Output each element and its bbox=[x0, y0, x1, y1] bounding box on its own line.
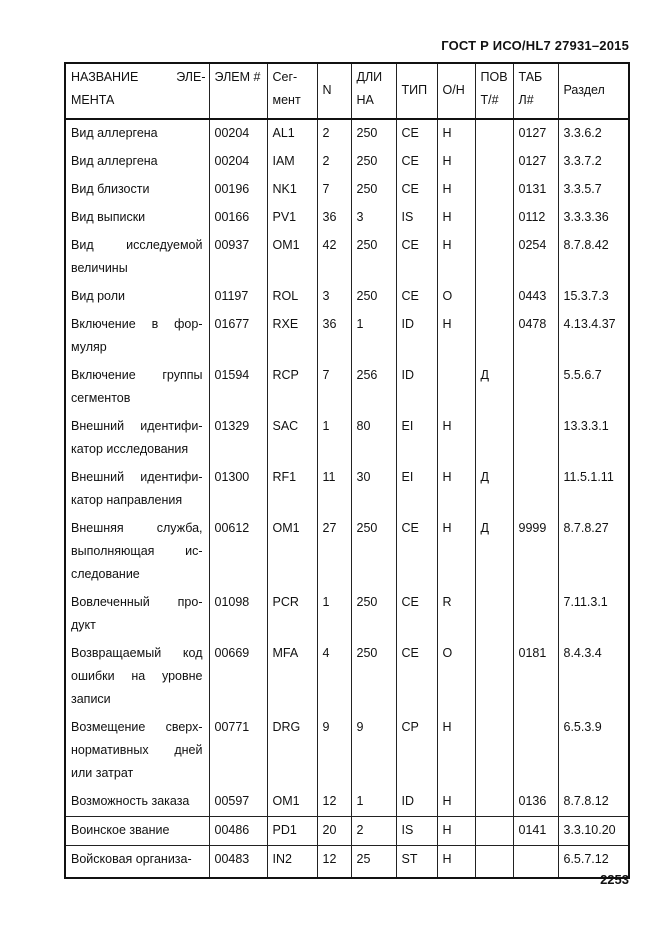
cell-name: Воинское звание bbox=[65, 817, 209, 846]
cell-name: Вид исследуемой величины bbox=[65, 232, 209, 283]
cell-opt: Н bbox=[437, 148, 475, 176]
cell-length: 9 bbox=[351, 714, 396, 788]
cell-segment: RF1 bbox=[267, 464, 317, 515]
cell-opt: R bbox=[437, 589, 475, 640]
cell-type: CE bbox=[396, 232, 437, 283]
col-header-n: N bbox=[317, 63, 351, 119]
table-row bbox=[65, 817, 629, 846]
cell-tab: 0127 bbox=[513, 119, 558, 148]
cell-elem: 00204 bbox=[209, 119, 267, 148]
cell-rep: Д bbox=[475, 464, 513, 515]
cell-section: 6.5.3.9 bbox=[558, 714, 629, 788]
cell-rep bbox=[475, 817, 513, 846]
cell-elem: 00204 bbox=[209, 148, 267, 176]
cell-segment: OM1 bbox=[267, 788, 317, 817]
cell-length: 1 bbox=[351, 788, 396, 817]
cell-name: Вид выписки bbox=[65, 204, 209, 232]
cell-section: 3.3.7.2 bbox=[558, 148, 629, 176]
cell-length: 80 bbox=[351, 413, 396, 464]
cell-n: 27 bbox=[317, 515, 351, 589]
cell-n: 1 bbox=[317, 589, 351, 640]
cell-elem: 00483 bbox=[209, 846, 267, 879]
cell-section: 13.3.3.1 bbox=[558, 413, 629, 464]
cell-section: 3.3.10.20 bbox=[558, 817, 629, 846]
cell-opt: Н bbox=[437, 311, 475, 362]
cell-n: 2 bbox=[317, 148, 351, 176]
cell-segment: OM1 bbox=[267, 232, 317, 283]
cell-n: 4 bbox=[317, 640, 351, 714]
cell-name: Возможность заказа bbox=[65, 788, 209, 817]
cell-segment: PV1 bbox=[267, 204, 317, 232]
cell-opt: Н bbox=[437, 204, 475, 232]
cell-length: 250 bbox=[351, 176, 396, 204]
table-row bbox=[65, 846, 629, 879]
cell-rep bbox=[475, 640, 513, 714]
cell-n: 36 bbox=[317, 311, 351, 362]
cell-length: 1 bbox=[351, 311, 396, 362]
cell-segment: IAM bbox=[267, 148, 317, 176]
cell-type: CE bbox=[396, 176, 437, 204]
cell-n: 12 bbox=[317, 788, 351, 817]
cell-name: Внешний идентифи-катор исследования bbox=[65, 413, 209, 464]
cell-section: 3.3.3.36 bbox=[558, 204, 629, 232]
cell-length: 250 bbox=[351, 640, 396, 714]
cell-n: 36 bbox=[317, 204, 351, 232]
cell-elem: 00612 bbox=[209, 515, 267, 589]
table-row bbox=[65, 640, 629, 714]
cell-segment: NK1 bbox=[267, 176, 317, 204]
cell-name: Вид близости bbox=[65, 176, 209, 204]
cell-opt bbox=[437, 362, 475, 413]
cell-rep bbox=[475, 846, 513, 879]
cell-opt: Н bbox=[437, 515, 475, 589]
cell-tab bbox=[513, 413, 558, 464]
cell-elem: 01300 bbox=[209, 464, 267, 515]
cell-section: 8.4.3.4 bbox=[558, 640, 629, 714]
cell-opt: Н bbox=[437, 714, 475, 788]
cell-tab: 0181 bbox=[513, 640, 558, 714]
cell-rep bbox=[475, 119, 513, 148]
col-header-tab: ТАБ Л# bbox=[513, 63, 558, 119]
cell-type: EI bbox=[396, 464, 437, 515]
cell-rep bbox=[475, 176, 513, 204]
cell-rep bbox=[475, 283, 513, 311]
cell-tab bbox=[513, 846, 558, 879]
cell-length: 2 bbox=[351, 817, 396, 846]
cell-name: Вовлеченный про-дукт bbox=[65, 589, 209, 640]
cell-n: 42 bbox=[317, 232, 351, 283]
cell-name: Включение в фор-муляр bbox=[65, 311, 209, 362]
cell-length: 250 bbox=[351, 589, 396, 640]
cell-type: IS bbox=[396, 817, 437, 846]
cell-type: CP bbox=[396, 714, 437, 788]
cell-rep bbox=[475, 788, 513, 817]
table-row bbox=[65, 714, 629, 788]
col-header-name: НАЗВАНИЕ ЭЛЕ-МЕНТА bbox=[65, 63, 209, 119]
cell-tab: 0136 bbox=[513, 788, 558, 817]
cell-opt: О bbox=[437, 640, 475, 714]
cell-tab: 0141 bbox=[513, 817, 558, 846]
cell-elem: 01197 bbox=[209, 283, 267, 311]
cell-type: CE bbox=[396, 515, 437, 589]
cell-type: ID bbox=[396, 788, 437, 817]
cell-length: 25 bbox=[351, 846, 396, 879]
cell-segment: OM1 bbox=[267, 515, 317, 589]
cell-length: 250 bbox=[351, 232, 396, 283]
page-number: 2253 bbox=[600, 872, 629, 887]
cell-type: CE bbox=[396, 283, 437, 311]
cell-name: Войсковая организа- bbox=[65, 846, 209, 879]
table-body bbox=[65, 119, 629, 878]
cell-section: 4.13.4.37 bbox=[558, 311, 629, 362]
cell-opt: О bbox=[437, 283, 475, 311]
cell-section: 3.3.5.7 bbox=[558, 176, 629, 204]
cell-type: ST bbox=[396, 846, 437, 879]
table-row bbox=[65, 515, 629, 589]
table-row bbox=[65, 148, 629, 176]
cell-section: 8.7.8.27 bbox=[558, 515, 629, 589]
cell-elem: 01594 bbox=[209, 362, 267, 413]
cell-rep bbox=[475, 589, 513, 640]
cell-section: 5.5.6.7 bbox=[558, 362, 629, 413]
cell-section: 3.3.6.2 bbox=[558, 119, 629, 148]
cell-opt: Н bbox=[437, 119, 475, 148]
cell-tab bbox=[513, 589, 558, 640]
cell-rep bbox=[475, 714, 513, 788]
col-header-opt: О/Н bbox=[437, 63, 475, 119]
cell-section: 6.5.7.12 bbox=[558, 846, 629, 879]
cell-segment: AL1 bbox=[267, 119, 317, 148]
cell-rep bbox=[475, 311, 513, 362]
cell-n: 3 bbox=[317, 283, 351, 311]
cell-elem: 01677 bbox=[209, 311, 267, 362]
table-row bbox=[65, 232, 629, 283]
cell-opt: Н bbox=[437, 846, 475, 879]
cell-n: 7 bbox=[317, 362, 351, 413]
cell-tab bbox=[513, 464, 558, 515]
cell-length: 250 bbox=[351, 515, 396, 589]
cell-rep bbox=[475, 148, 513, 176]
table-row bbox=[65, 464, 629, 515]
cell-segment: MFA bbox=[267, 640, 317, 714]
cell-n: 7 bbox=[317, 176, 351, 204]
cell-tab bbox=[513, 362, 558, 413]
cell-type: EI bbox=[396, 413, 437, 464]
cell-elem: 00669 bbox=[209, 640, 267, 714]
cell-segment: IN2 bbox=[267, 846, 317, 879]
cell-section: 7.11.3.1 bbox=[558, 589, 629, 640]
col-header-elem: ЭЛЕМ # bbox=[209, 63, 267, 119]
cell-rep bbox=[475, 232, 513, 283]
cell-elem: 01098 bbox=[209, 589, 267, 640]
cell-length: 256 bbox=[351, 362, 396, 413]
table-row bbox=[65, 283, 629, 311]
cell-section: 8.7.8.12 bbox=[558, 788, 629, 817]
cell-segment: SAC bbox=[267, 413, 317, 464]
cell-type: CE bbox=[396, 589, 437, 640]
cell-n: 2 bbox=[317, 119, 351, 148]
cell-tab: 0131 bbox=[513, 176, 558, 204]
cell-n: 1 bbox=[317, 413, 351, 464]
cell-opt: Н bbox=[437, 232, 475, 283]
cell-rep: Д bbox=[475, 362, 513, 413]
cell-elem: 00196 bbox=[209, 176, 267, 204]
cell-rep: Д bbox=[475, 515, 513, 589]
table-row bbox=[65, 788, 629, 817]
cell-name: Включение группы сегментов bbox=[65, 362, 209, 413]
cell-elem: 00937 bbox=[209, 232, 267, 283]
cell-opt: Н bbox=[437, 817, 475, 846]
cell-tab: 0112 bbox=[513, 204, 558, 232]
cell-opt: Н bbox=[437, 413, 475, 464]
cell-n: 11 bbox=[317, 464, 351, 515]
cell-rep bbox=[475, 413, 513, 464]
cell-elem: 01329 bbox=[209, 413, 267, 464]
cell-tab: 0478 bbox=[513, 311, 558, 362]
table-row bbox=[65, 176, 629, 204]
cell-length: 30 bbox=[351, 464, 396, 515]
standard-number: ГОСТ Р ИСО/HL7 27931–2015 bbox=[441, 38, 629, 53]
cell-section: 8.7.8.42 bbox=[558, 232, 629, 283]
cell-type: ID bbox=[396, 311, 437, 362]
cell-length: 3 bbox=[351, 204, 396, 232]
cell-length: 250 bbox=[351, 148, 396, 176]
cell-length: 250 bbox=[351, 119, 396, 148]
cell-length: 250 bbox=[351, 283, 396, 311]
cell-name: Внешняя служба, выполняющая ис-следование bbox=[65, 515, 209, 589]
col-header-rep: ПОВ Т/# bbox=[475, 63, 513, 119]
cell-name: Вид аллергена bbox=[65, 148, 209, 176]
table-row bbox=[65, 362, 629, 413]
cell-rep bbox=[475, 204, 513, 232]
cell-name: Возвращаемый код ошибки на уровне записи bbox=[65, 640, 209, 714]
elements-table bbox=[64, 62, 630, 879]
col-header-type: ТИП bbox=[396, 63, 437, 119]
cell-type: ID bbox=[396, 362, 437, 413]
cell-section: 11.5.1.11 bbox=[558, 464, 629, 515]
cell-name: Возмещение сверх-нормативных дней или затрат bbox=[65, 714, 209, 788]
cell-opt: Н bbox=[437, 788, 475, 817]
col-header-segment: Сег-мент bbox=[267, 63, 317, 119]
cell-tab: 0443 bbox=[513, 283, 558, 311]
cell-segment: RXE bbox=[267, 311, 317, 362]
table-row bbox=[65, 311, 629, 362]
table-row bbox=[65, 119, 629, 148]
cell-segment: DRG bbox=[267, 714, 317, 788]
table-row bbox=[65, 204, 629, 232]
cell-type: CE bbox=[396, 640, 437, 714]
cell-name: Вид роли bbox=[65, 283, 209, 311]
cell-section: 15.3.7.3 bbox=[558, 283, 629, 311]
cell-segment: PCR bbox=[267, 589, 317, 640]
cell-elem: 00771 bbox=[209, 714, 267, 788]
cell-tab: 9999 bbox=[513, 515, 558, 589]
cell-tab: 0254 bbox=[513, 232, 558, 283]
cell-elem: 00597 bbox=[209, 788, 267, 817]
cell-type: IS bbox=[396, 204, 437, 232]
cell-tab bbox=[513, 714, 558, 788]
col-header-length: ДЛИ НА bbox=[351, 63, 396, 119]
cell-tab: 0127 bbox=[513, 148, 558, 176]
table-header-row bbox=[65, 63, 629, 119]
cell-type: CE bbox=[396, 148, 437, 176]
cell-name: Вид аллергена bbox=[65, 119, 209, 148]
cell-n: 9 bbox=[317, 714, 351, 788]
cell-opt: Н bbox=[437, 176, 475, 204]
table-row bbox=[65, 589, 629, 640]
cell-segment: RCP bbox=[267, 362, 317, 413]
cell-segment: PD1 bbox=[267, 817, 317, 846]
cell-elem: 00486 bbox=[209, 817, 267, 846]
cell-n: 12 bbox=[317, 846, 351, 879]
cell-name: Внешний идентифи-катор направления bbox=[65, 464, 209, 515]
cell-opt: Н bbox=[437, 464, 475, 515]
col-header-section: Раздел bbox=[558, 63, 629, 119]
cell-segment: ROL bbox=[267, 283, 317, 311]
cell-elem: 00166 bbox=[209, 204, 267, 232]
cell-type: CE bbox=[396, 119, 437, 148]
cell-n: 20 bbox=[317, 817, 351, 846]
table-row bbox=[65, 413, 629, 464]
